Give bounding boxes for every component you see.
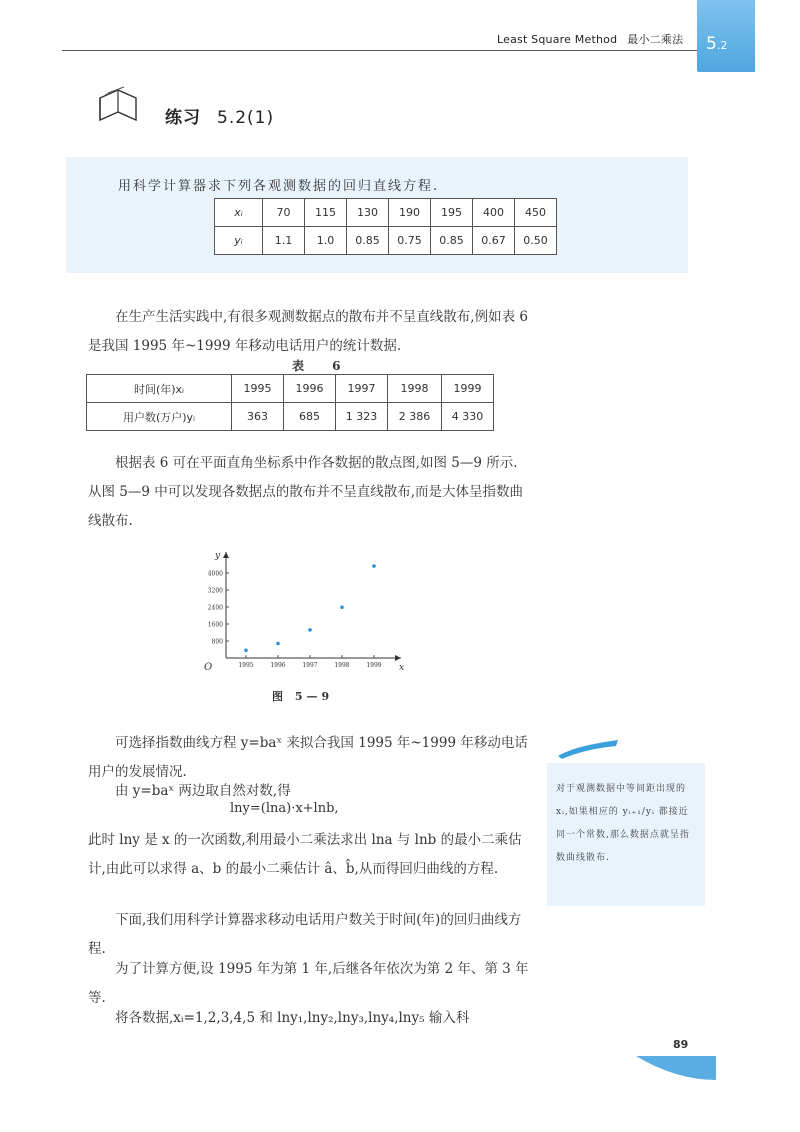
- x-axis-arrow: [395, 655, 401, 661]
- table-cell: 1.0: [305, 227, 347, 255]
- intro-paragraph: 在生产生活实践中,有很多观测数据点的散布并不呈直线散布,例如表 6 是我国 1995 年~1999 年移动电话用户的统计数据.: [88, 309, 528, 354]
- table-cell: 450: [515, 199, 557, 227]
- table-cell: 1998: [388, 375, 442, 403]
- table-cell: 0.50: [515, 227, 557, 255]
- x-tick-label: 1998: [334, 662, 350, 669]
- y-tick-label: 1600: [207, 621, 223, 629]
- x-tick-label: 1997: [302, 662, 318, 669]
- table6-caption: 表 6: [292, 359, 353, 373]
- brush-stroke-icon: [556, 738, 620, 760]
- table-cell: 70: [263, 199, 305, 227]
- table-cell: 1996: [284, 375, 336, 403]
- table-cell: 190: [389, 199, 431, 227]
- scatter-paragraph: 根据表 6 可在平面直角坐标系中作各数据的散点图,如图 5—9 所示. 从图 5—9 中可以发现各数据点的散布并不呈直线散布,而是大体呈指数曲线散布.: [88, 455, 524, 529]
- exercise-number: 5.2(1): [217, 108, 275, 128]
- table-cell: xᵢ: [215, 199, 263, 227]
- table-cell: 1995: [232, 375, 284, 403]
- exercise-table: [214, 198, 557, 255]
- table-cell: 用户数(万户)yᵢ: [87, 403, 232, 431]
- chart-axes: [204, 551, 404, 673]
- paragraph-below: 下面,我们用科学计算器求移动电话用户数关于时间(年)的回归曲线方程.: [88, 912, 522, 957]
- y-tick-label: 3200: [207, 587, 223, 595]
- data-point: [372, 564, 376, 568]
- table-cell: 115: [305, 199, 347, 227]
- table6: [86, 374, 494, 431]
- header-rule: [62, 50, 752, 51]
- paragraph-log: 由 y=baˣ 两边取自然对数,得: [115, 783, 291, 799]
- table-row: [87, 403, 494, 431]
- section-minor: .2: [716, 39, 728, 52]
- paragraph-linear: 此时 lny 是 x 的一次函数,利用最小二乘法求出 lna 与 lnb 的最小二乘估计,由此可以求得 a、b 的最小二乘估计 â、b̂,从而得回归曲线的方程.: [88, 832, 522, 877]
- table-cell: 2 386: [388, 403, 442, 431]
- paragraph-select: 可选择指数曲线方程 y=baˣ 来拟合我国 1995 年~1999 年移动电话用户的发展情况.: [88, 735, 528, 780]
- x-tick-label: 1999: [366, 662, 382, 669]
- y-tick-label: 4000: [207, 570, 223, 578]
- exercise-title: [165, 103, 274, 128]
- page-number: 89: [673, 1038, 689, 1051]
- x-tick-label: 1996: [270, 662, 286, 669]
- table-cell: 0.75: [389, 227, 431, 255]
- chart-ticks: [208, 571, 382, 670]
- paragraph-input: 将各数据,xᵢ=1,2,3,4,5 和 lny₁,lny₂,lny₃,lny₄,lny₅ 输入科: [115, 1010, 470, 1026]
- paragraph-convenience: 为了计算方便,设 1995 年为第 1 年,后继各年依次为第 2 年、第 3 年等.: [88, 961, 529, 1006]
- formula: lny=(lna)·x+lnb,: [230, 801, 339, 816]
- page-corner-decoration: [636, 1056, 716, 1080]
- data-point: [340, 605, 344, 609]
- book-icon: [96, 86, 142, 124]
- side-note: 对于观测数据中等间距出现的 xᵢ,如果相应的 yᵢ₊₁/yᵢ 都接近同一个常数,那么数据点就呈指数曲线散布.: [556, 784, 690, 863]
- data-point: [308, 628, 312, 632]
- table-cell: yᵢ: [215, 227, 263, 255]
- running-title-cn: 最小二乘法: [627, 33, 684, 46]
- chart-points: [244, 564, 376, 652]
- scatter-chart: [196, 548, 416, 678]
- table-cell: 400: [473, 199, 515, 227]
- x-axis-label: x: [399, 663, 405, 673]
- y-tick-label: 800: [211, 638, 223, 646]
- running-title: [497, 31, 683, 47]
- table-cell: 363: [232, 403, 284, 431]
- x-tick-label: 1995: [238, 662, 254, 669]
- data-point: [276, 642, 280, 646]
- figure-caption: 图 5—9: [272, 690, 334, 703]
- table-cell: 1999: [442, 375, 494, 403]
- table-cell: 4 330: [442, 403, 494, 431]
- table-cell: 130: [347, 199, 389, 227]
- table-cell: 0.85: [347, 227, 389, 255]
- exercise-prompt: 用科学计算器求下列各观测数据的回归直线方程.: [118, 179, 440, 194]
- section-major: 5: [706, 34, 717, 54]
- data-point: [244, 648, 248, 652]
- section-tab: [697, 0, 755, 72]
- table-cell: 1997: [336, 375, 388, 403]
- table-cell: 0.85: [431, 227, 473, 255]
- table-row-y: [215, 227, 557, 255]
- exercise-label: 练习: [165, 108, 201, 128]
- y-tick-label: 2400: [207, 604, 223, 612]
- y-axis-arrow: [223, 552, 229, 558]
- table-cell: 1.1: [263, 227, 305, 255]
- table-row: [87, 375, 494, 403]
- table-cell: 0.67: [473, 227, 515, 255]
- origin-label: O: [204, 662, 213, 673]
- table-cell: 195: [431, 199, 473, 227]
- running-title-en: Least Square Method: [497, 33, 618, 46]
- table-cell: 时间(年)xᵢ: [87, 375, 232, 403]
- y-axis-label: y: [215, 551, 221, 561]
- table-row-x: [215, 199, 557, 227]
- table-cell: 685: [284, 403, 336, 431]
- table-cell: 1 323: [336, 403, 388, 431]
